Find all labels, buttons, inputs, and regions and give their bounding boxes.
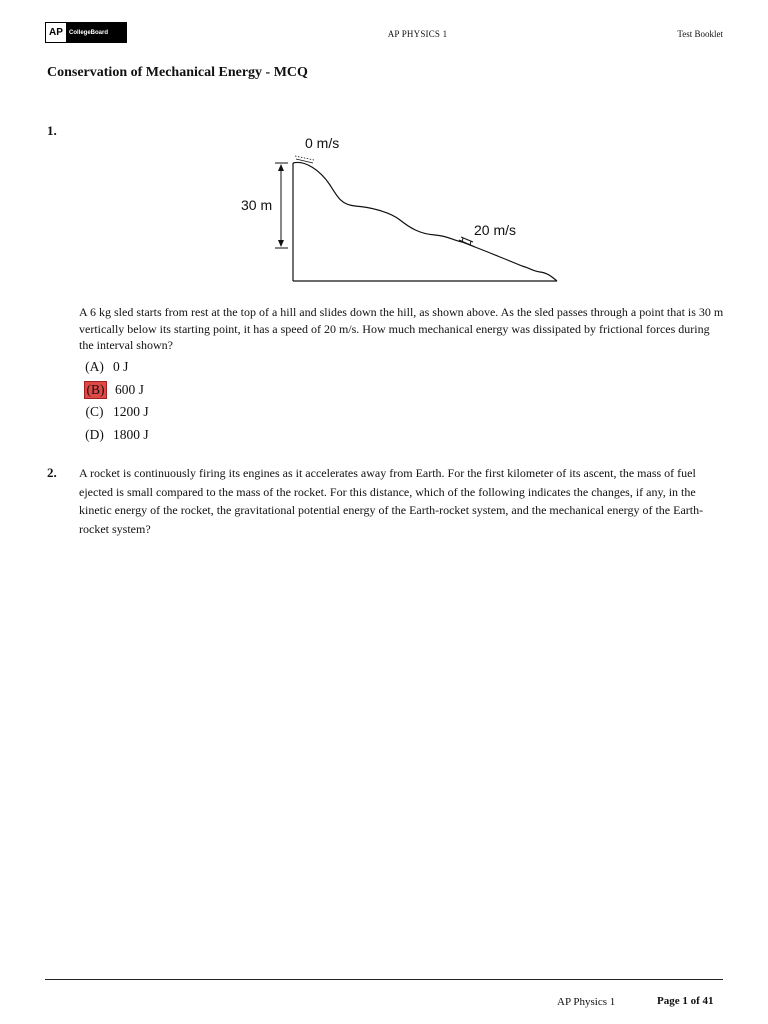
question-1-choices: [84, 356, 149, 446]
lower-speed-label: 20 m/s: [474, 222, 517, 238]
question-2-number: 2.: [47, 465, 57, 480]
choice-a-text: 0 J: [113, 359, 129, 375]
hill-curve: [293, 162, 557, 281]
page-title: Conservation of Mechanical Energy - MCQ: [47, 65, 308, 80]
choice-b-text: 600 J: [115, 381, 144, 397]
question-1-text: A 6 kg sled starts from rest at the top of a hill and slides down the hill, as shown above. As the sled passes through a point that is 30 m vertically below its starting point, it has a speed of 20 m/s. How much mechanical energy was dissipated by frictional forces during the interval shown?: [79, 305, 724, 352]
question-1-number: 1.: [47, 123, 57, 138]
choice-a-letter: (A): [85, 359, 104, 375]
header-booklet-label: Test Booklet: [677, 29, 723, 39]
footer-subject: AP Physics 1: [557, 996, 616, 1008]
choice-d[interactable]: [84, 424, 149, 447]
choice-d-letter: (D): [85, 426, 104, 442]
height-dimension-arrow: [275, 163, 288, 248]
footer-divider: [45, 979, 723, 980]
choice-b-letter-selected: (B): [84, 381, 107, 399]
logo-collegeboard-text: CollegeBoard: [69, 29, 109, 36]
sled-hill-diagram: [230, 130, 570, 290]
page-number: Page 1 of 41: [657, 995, 714, 1007]
choice-c-letter: (C): [85, 404, 104, 420]
logo-ap-text: AP: [46, 23, 66, 42]
height-label: 30 m: [241, 197, 273, 213]
choice-d-text: 1800 J: [113, 426, 149, 442]
choice-b[interactable]: [84, 379, 149, 402]
choice-c-text: 1200 J: [113, 404, 149, 420]
choice-a[interactable]: [84, 356, 149, 379]
page-header: [0, 0, 768, 50]
header-subject: AP PHYSICS 1: [387, 29, 448, 39]
top-speed-label: 0 m/s: [305, 135, 340, 151]
question-2-text: A rocket is continuously firing its engines as it accelerates away from Earth. For the first kilometer of its ascent, the mass of fuel ejected is small compared to the mass of the rocket. For this distance, which of the following indicates the changes, if any, in the kinetic energy of the rocket, the gravitational potential energy of the Earth-rocket system, and the mechanical energy of the Earth-rocket system?: [79, 466, 704, 536]
choice-c[interactable]: [84, 401, 149, 424]
